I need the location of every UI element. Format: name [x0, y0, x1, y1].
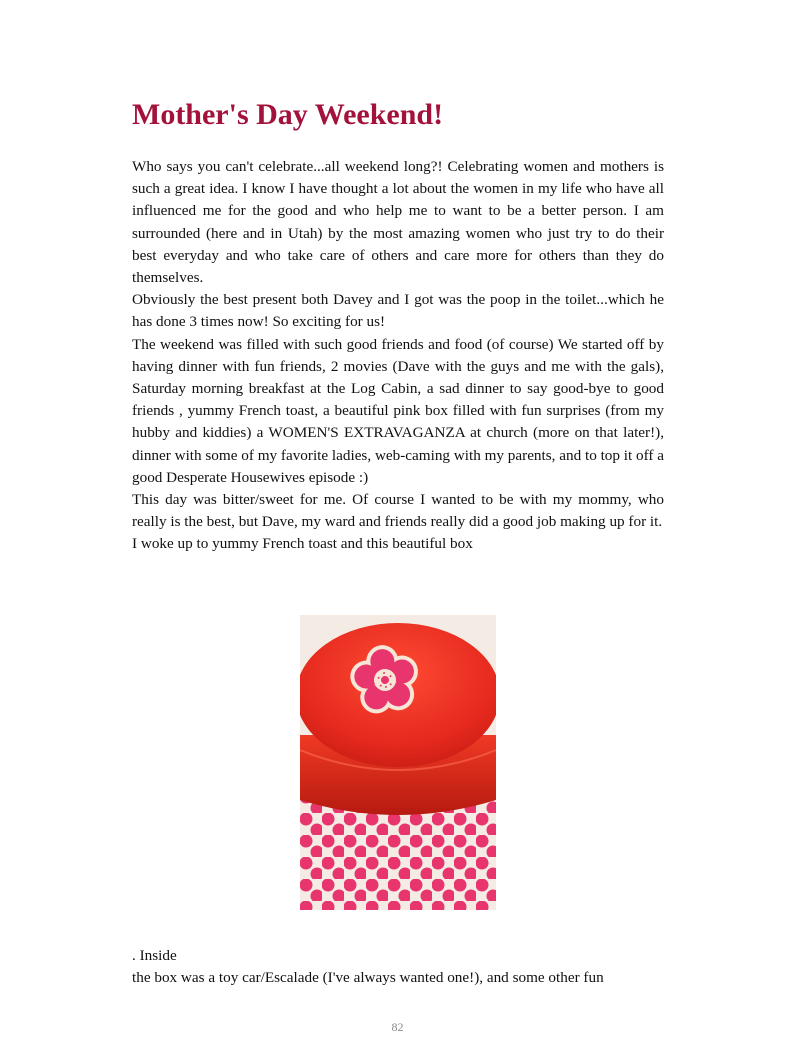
article-continuation [132, 945, 664, 989]
gift-box-photo [300, 615, 496, 910]
paragraph-bittersweet: This day was bitter/sweet for me. Of course I wanted to be with my mommy, who really is the best, but Dave, my ward and friends really did a good job making up for it. [132, 491, 664, 531]
paragraph-inside: . Inside [132, 947, 177, 964]
paragraph-present: Obviously the best present both Davey and I got was the poop in the toilet...which he has done 3 times now! So exciting for us! [132, 291, 664, 331]
article-body [132, 156, 664, 556]
paragraph-box-contents: the box was a toy car/Escalade (I've always wanted one!), and some other fun [132, 969, 604, 987]
paragraph-intro: Who says you can't celebrate...all weekend long?! Celebrating women and mothers is such a great idea. I know I have thought a lot about the women in my life who have all influenced me for the good and who help me to want to be a better person. I am surrounded (here and in Utah) by the most amazing women who just try to do their best everyday and who take care of others and care more for others than they do themselves. [132, 158, 664, 287]
page-number: 82 [391, 1020, 404, 1034]
paragraph-woke-up: I woke up to yummy French toast and this beautiful box [132, 535, 473, 553]
paragraph-weekend: The weekend was filled with such good friends and food (of course) We started off by having dinner with fun friends, 2 movies (Dave with the guys and me with the gals), Saturday morning breakfast at the Log Cabin, a sad dinner to say good-bye to good friends , yummy French toast, a beautiful pink box filled with fun surprises (from my hubby and kiddies) a WOMEN'S EXTRAVAGANZA at church (more on that later!), dinner with some of my favorite ladies, web-caming with my parents, and to top it off a good Desperate Housewives episode :) [132, 335, 664, 486]
page-title: Mother's Day Weekend! [132, 98, 444, 131]
